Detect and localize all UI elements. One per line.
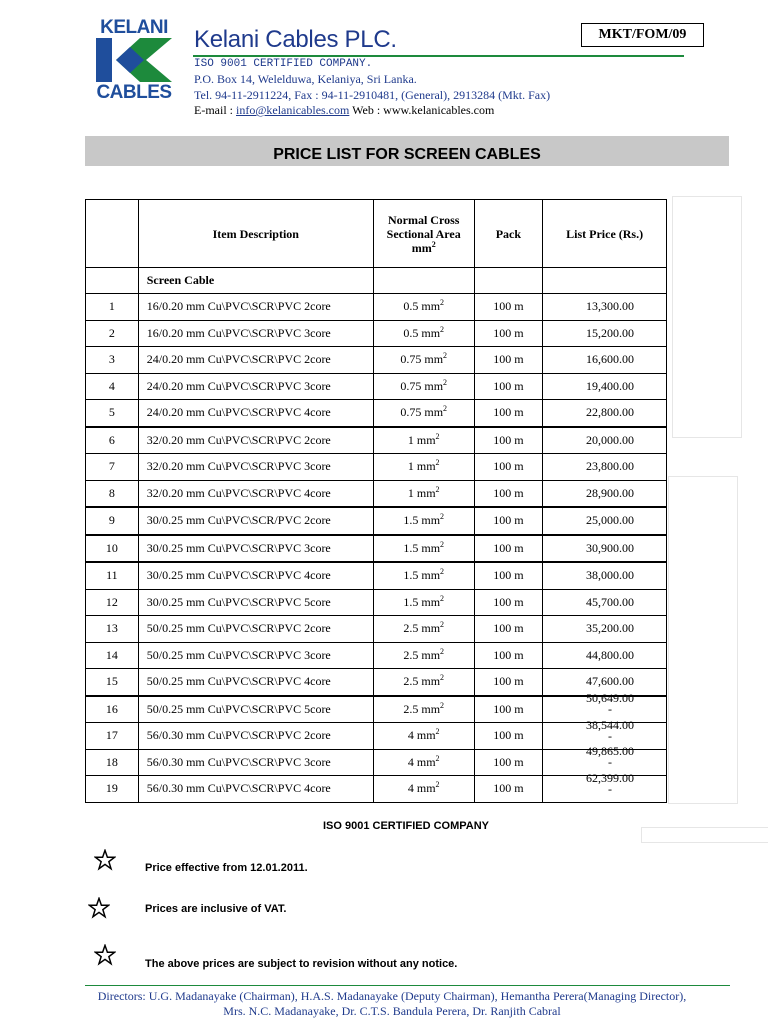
- web-label: Web : www.kelanicables.com: [349, 103, 495, 117]
- cell-no: 19: [86, 776, 139, 803]
- cell-pack: 100 m: [474, 400, 543, 427]
- cell-no: 8: [86, 480, 139, 507]
- price-stack: [586, 717, 634, 743]
- cell-no: 18: [86, 749, 139, 776]
- area-value: 1 mm: [407, 459, 436, 474]
- table-row: [86, 696, 667, 723]
- cell-no: 14: [86, 642, 139, 669]
- table-row: [86, 400, 667, 427]
- note-revision: The above prices are subject to revision without any notice.: [145, 958, 458, 970]
- cell-description: 30/0.25 mm Cu\PVC\SCR\PVC 3core: [138, 535, 373, 563]
- area-sup: 2: [440, 700, 445, 710]
- cell-area: [373, 454, 474, 481]
- email-label: E-mail :: [194, 103, 236, 117]
- table-row: [86, 642, 667, 669]
- cell-description: 56/0.30 mm Cu\PVC\SCR\PVC 2core: [138, 723, 373, 750]
- area-sup: 2: [435, 484, 440, 494]
- cell-area: [373, 642, 474, 669]
- title-bar: [85, 136, 729, 166]
- area-sup: 2: [435, 727, 440, 737]
- cell-no: 2: [86, 320, 139, 347]
- table-row: [86, 616, 667, 643]
- cell-description: 32/0.20 mm Cu\PVC\SCR\PVC 4core: [138, 480, 373, 507]
- area-value: 0.5 mm: [403, 299, 441, 314]
- price-suffix: -: [608, 781, 612, 796]
- area-value: 2.5 mm: [403, 674, 441, 689]
- cell-pack: 100 m: [474, 589, 543, 616]
- cell-area: [373, 373, 474, 400]
- cell-description: 32/0.20 mm Cu\PVC\SCR\PVC 2core: [138, 427, 373, 454]
- cell-pack: 100 m: [474, 562, 543, 589]
- price-stack: [586, 693, 634, 715]
- cell-description: 30/0.25 mm Cu\PVC\SCR/PVC 2core: [138, 507, 373, 535]
- area-value: 1.5 mm: [403, 594, 441, 609]
- cell-pack: 100 m: [474, 535, 543, 563]
- cell-area: [373, 320, 474, 347]
- area-value: 2.5 mm: [403, 647, 441, 662]
- cell-price: 23,800.00: [543, 454, 667, 481]
- header-rule: [193, 55, 684, 57]
- cell-description: 30/0.25 mm Cu\PVC\SCR\PVC 4core: [138, 562, 373, 589]
- cell-no: 10: [86, 535, 139, 563]
- area-value: 4 mm: [407, 781, 436, 796]
- cell-pack: 100 m: [474, 749, 543, 776]
- header-area: [373, 200, 474, 268]
- company-contact: [194, 103, 494, 117]
- cell-price: 30,900.00: [543, 535, 667, 563]
- area-sup: 2: [435, 753, 440, 763]
- ghost-box: [668, 476, 738, 804]
- cell-price: 20,000.00: [543, 427, 667, 454]
- area-sup: 2: [443, 351, 448, 361]
- table-row: [86, 776, 667, 803]
- area-value: 0.5 mm: [403, 325, 441, 340]
- page-title: PRICE LIST FOR SCREEN CABLES: [273, 146, 541, 163]
- cell-area: [373, 749, 474, 776]
- price-table: [85, 199, 667, 803]
- header-item-description: Item Description: [138, 200, 373, 268]
- cell-area: [373, 669, 474, 696]
- company-address: P.O. Box 14, Welelduwa, Kelaniya, Sri Lanka.: [194, 72, 417, 86]
- area-value: 1.5 mm: [403, 540, 441, 555]
- price-value: 38,544.00: [586, 717, 634, 732]
- cell-no: 11: [86, 562, 139, 589]
- cell-price: 13,300.00: [543, 294, 667, 321]
- table-row: [86, 454, 667, 481]
- iso-certified-line: ISO 9001 CERTIFIED COMPANY.: [194, 58, 373, 70]
- area-sup: 2: [440, 620, 445, 630]
- table-header-row: [86, 200, 667, 268]
- cell-pack: 100 m: [474, 454, 543, 481]
- header-no: [86, 200, 139, 268]
- area-value: 4 mm: [407, 754, 436, 769]
- area-sup: 2: [435, 431, 440, 441]
- table-row: [86, 535, 667, 563]
- cell-no: 5: [86, 400, 139, 427]
- cell-price: 47,600.00: [543, 669, 667, 696]
- cell-area: [373, 562, 474, 589]
- area-sup: 2: [435, 780, 440, 790]
- area-value: 0.75 mm: [400, 378, 444, 393]
- cell-price: 44,800.00: [543, 642, 667, 669]
- cell-no: 17: [86, 723, 139, 750]
- cell-pack: 100 m: [474, 507, 543, 535]
- star-outline-icon: [94, 849, 116, 871]
- cell-pack: 100 m: [474, 373, 543, 400]
- cell-area: [373, 535, 474, 563]
- company-logo: [94, 18, 174, 102]
- cell-area: [373, 480, 474, 507]
- area-sup: 2: [440, 512, 445, 522]
- table-row: [86, 507, 667, 535]
- cell-area: [373, 347, 474, 374]
- table-row: [86, 294, 667, 321]
- area-sup: 2: [440, 593, 445, 603]
- table-row: [86, 480, 667, 507]
- cell-area: [373, 776, 474, 803]
- cell-no: 4: [86, 373, 139, 400]
- note-vat: Prices are inclusive of VAT.: [145, 903, 287, 915]
- price-suffix: -: [608, 728, 612, 743]
- table-row: [86, 320, 667, 347]
- cell-description: 50/0.25 mm Cu\PVC\SCR\PVC 4core: [138, 669, 373, 696]
- cell-no: 12: [86, 589, 139, 616]
- table-row: [86, 562, 667, 589]
- company-phone: Tel. 94-11-2911224, Fax : 94-11-2910481, (General), 2913284 (Mkt. Fax): [194, 88, 551, 102]
- cell-price: 19,400.00: [543, 373, 667, 400]
- cell-area: [373, 589, 474, 616]
- cell-no: 3: [86, 347, 139, 374]
- cell-description: 50/0.25 mm Cu\PVC\SCR\PVC 3core: [138, 642, 373, 669]
- cell-pack: 100 m: [474, 642, 543, 669]
- table-row: [86, 749, 667, 776]
- area-value: 1 mm: [407, 485, 436, 500]
- table-row: [86, 347, 667, 374]
- table-row: [86, 669, 667, 696]
- area-value: 1 mm: [407, 432, 436, 447]
- area-sup: 2: [440, 646, 445, 656]
- area-value: 2.5 mm: [403, 621, 441, 636]
- area-sup: 2: [440, 673, 445, 683]
- cell-area: [373, 294, 474, 321]
- area-value: 0.75 mm: [400, 405, 444, 420]
- form-code-box: MKT/FOM/09: [581, 23, 704, 47]
- header-area-line2: Sectional Area: [386, 226, 461, 241]
- cell-price: 38,000.00: [543, 562, 667, 589]
- cell-pack: 100 m: [474, 669, 543, 696]
- directors-line1: Directors: U.G. Madanayake (Chairman), H.A.S. Madanayake (Deputy Chairman), Hemantha Perera(Managing Director),: [97, 989, 687, 1003]
- cell-no: 1: [86, 294, 139, 321]
- price-suffix: -: [608, 755, 612, 770]
- cell-price: [543, 770, 667, 803]
- area-value: 1.5 mm: [403, 568, 441, 583]
- cell-no: 15: [86, 669, 139, 696]
- cell-description: 30/0.25 mm Cu\PVC\SCR\PVC 5core: [138, 589, 373, 616]
- cell-pack: 100 m: [474, 723, 543, 750]
- price-suffix: -: [608, 702, 612, 717]
- header-list-price: List Price (Rs.): [543, 200, 667, 268]
- price-stack: [586, 746, 634, 768]
- cell-pack: 100 m: [474, 427, 543, 454]
- iso-certified-note: ISO 9001 CERTIFIED COMPANY: [322, 820, 490, 832]
- table-row: [86, 427, 667, 454]
- cell-no: 13: [86, 616, 139, 643]
- area-sup: 2: [443, 377, 448, 387]
- area-sup: 2: [435, 458, 440, 468]
- cell-no: 9: [86, 507, 139, 535]
- cell-no: 6: [86, 427, 139, 454]
- cell-description: 56/0.30 mm Cu\PVC\SCR\PVC 4core: [138, 776, 373, 803]
- header-area-line3: mm: [411, 240, 432, 255]
- price-stack: [586, 770, 634, 796]
- cell-pack: 100 m: [474, 776, 543, 803]
- cell-area: [373, 696, 474, 723]
- price-value: 49,865.00: [586, 744, 634, 759]
- area-value: 0.75 mm: [400, 352, 444, 367]
- cell-price: 28,900.00: [543, 480, 667, 507]
- cell-description: 16/0.20 mm Cu\PVC\SCR\PVC 3core: [138, 320, 373, 347]
- cell-pack: 100 m: [474, 480, 543, 507]
- section-price: [543, 268, 667, 294]
- cell-description: 24/0.20 mm Cu\PVC\SCR\PVC 4core: [138, 400, 373, 427]
- cell-area: [373, 400, 474, 427]
- cell-no: 16: [86, 696, 139, 723]
- area-value: 4 mm: [407, 728, 436, 743]
- note-effective-date: Price effective from 12.01.2011.: [145, 862, 308, 874]
- footer-rule: [85, 985, 730, 986]
- area-sup: 2: [440, 567, 445, 577]
- section-label: Screen Cable: [138, 268, 373, 294]
- cell-price: 25,000.00: [543, 507, 667, 535]
- cell-description: 50/0.25 mm Cu\PVC\SCR\PVC 2core: [138, 616, 373, 643]
- logo-word-top: KELANI: [100, 17, 168, 38]
- star-outline-icon: [88, 897, 110, 919]
- logo-word-bottom: CABLES: [96, 82, 172, 103]
- price-value: 50,649.00: [586, 691, 634, 706]
- area-sup: 2: [440, 298, 445, 308]
- table-row: [86, 723, 667, 750]
- cell-area: [373, 616, 474, 643]
- area-value: 1.5 mm: [403, 513, 441, 528]
- header-area-sup: 2: [431, 239, 436, 249]
- email-link[interactable]: info@kelanicables.com: [236, 103, 350, 117]
- cell-price: 22,800.00: [543, 400, 667, 427]
- cell-area: [373, 507, 474, 535]
- cell-description: 50/0.25 mm Cu\PVC\SCR\PVC 5core: [138, 696, 373, 723]
- cell-description: 16/0.20 mm Cu\PVC\SCR\PVC 2core: [138, 294, 373, 321]
- price-value: 62,399.00: [586, 770, 634, 785]
- cell-pack: 100 m: [474, 616, 543, 643]
- cell-no: 7: [86, 454, 139, 481]
- cell-pack: 100 m: [474, 294, 543, 321]
- cell-pack: 100 m: [474, 320, 543, 347]
- header-area-line1: Normal Cross: [387, 212, 460, 227]
- cell-price: 45,700.00: [543, 589, 667, 616]
- cell-pack: 100 m: [474, 347, 543, 374]
- section-pack: [474, 268, 543, 294]
- cell-description: 56/0.30 mm Cu\PVC\SCR\PVC 3core: [138, 749, 373, 776]
- directors-line2: Mrs. N.C. Madanayake, Dr. C.T.S. Bandula Perera, Dr. Ranjith Cabral: [223, 1004, 561, 1018]
- section-row: [86, 268, 667, 294]
- k-chevron-logo-icon: [96, 38, 172, 82]
- cell-description: 32/0.20 mm Cu\PVC\SCR\PVC 3core: [138, 454, 373, 481]
- star-outline-icon: [94, 944, 116, 966]
- table-row: [86, 373, 667, 400]
- cell-price: 15,200.00: [543, 320, 667, 347]
- cell-price: 35,200.00: [543, 616, 667, 643]
- section-no: [86, 268, 139, 294]
- area-sup: 2: [440, 324, 445, 334]
- cell-price: 16,600.00: [543, 347, 667, 374]
- cell-description: 24/0.20 mm Cu\PVC\SCR\PVC 3core: [138, 373, 373, 400]
- cell-area: [373, 427, 474, 454]
- area-value: 2.5 mm: [403, 701, 441, 716]
- ghost-box: [672, 196, 742, 438]
- cell-description: 24/0.20 mm Cu\PVC\SCR\PVC 2core: [138, 347, 373, 374]
- area-sup: 2: [440, 539, 445, 549]
- cell-area: [373, 723, 474, 750]
- header-pack: Pack: [474, 200, 543, 268]
- table-row: [86, 589, 667, 616]
- company-name: Kelani Cables PLC.: [194, 26, 397, 53]
- area-sup: 2: [443, 404, 448, 414]
- section-area: [373, 268, 474, 294]
- cell-pack: 100 m: [474, 696, 543, 723]
